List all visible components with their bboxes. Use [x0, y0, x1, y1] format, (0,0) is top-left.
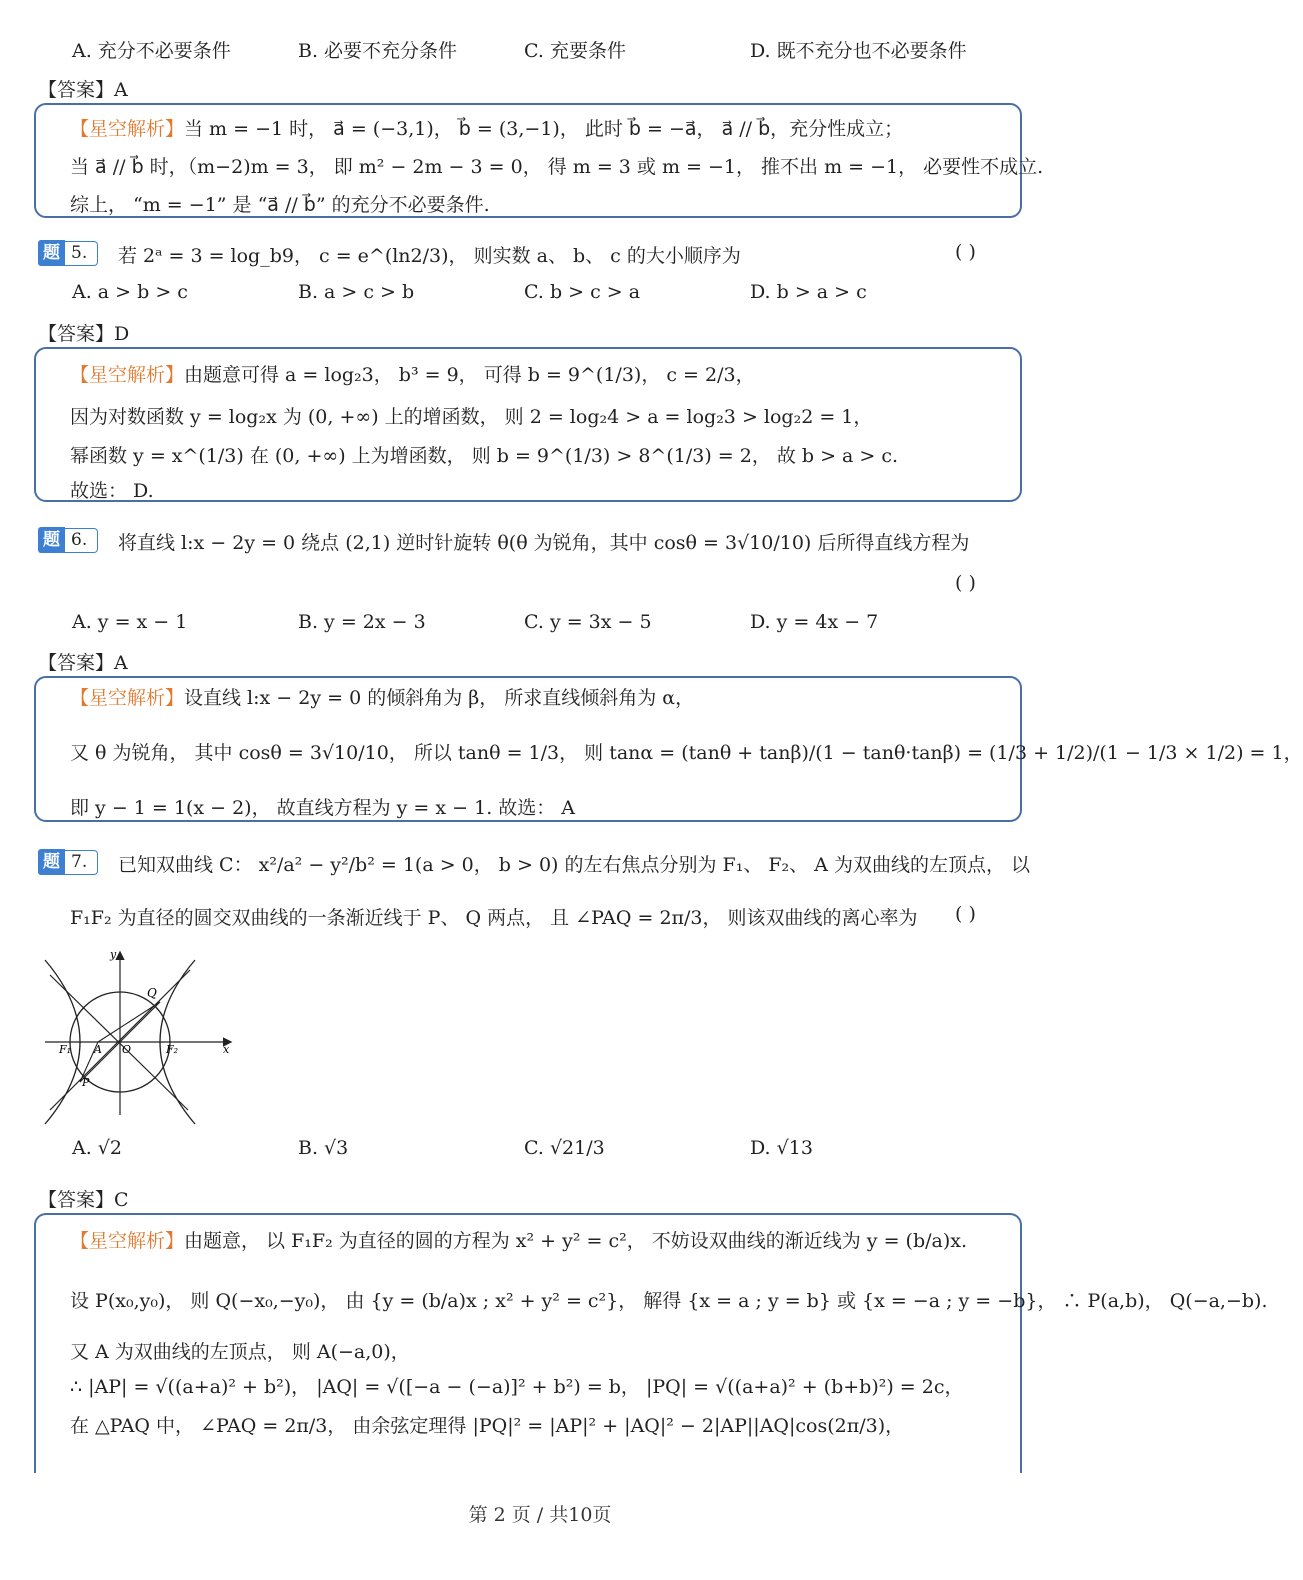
- q7-option-d: D. √13: [750, 1137, 813, 1159]
- q5-answer: 【答案】D: [38, 323, 130, 345]
- label-x: x: [223, 1043, 230, 1056]
- solution-tag: 【星空解析】: [70, 118, 185, 140]
- question-badge-icon: 题: [38, 849, 65, 875]
- label-f2: F₂: [166, 1043, 179, 1056]
- q5-question-text: 若 2ᵃ = 3 = log_b9， c = e^(ln2/3)， 则实数 a、 b、 c 的大小顺序为: [118, 245, 741, 267]
- q5-solution-line-1: [70, 360, 755, 387]
- q5-option-c: C. b > c > a: [524, 281, 641, 303]
- solution-tag: 【星空解析】: [70, 1230, 185, 1252]
- q7-answer: 【答案】C: [38, 1189, 129, 1211]
- label-f1: F₁: [59, 1043, 72, 1056]
- q7-solution-line-1: [70, 1226, 967, 1253]
- q6-solution-text-1: 设直线 l:x − 2y = 0 的倾斜角为 β， 所求直线倾斜角为 α，: [184, 687, 695, 709]
- q6-solution-line-2: 又 θ 为锐角， 其中 cosθ = 3√10/10， 所以 tanθ = 1/3， 则 tanα = (tanθ + tanβ)/(1 − tanθ·tanβ) = (1/3 + 1/2)/(1 − 1/3 × 1/2) = 1，: [70, 742, 1303, 764]
- q4-option-b: B. 必要不充分条件: [298, 40, 458, 62]
- q4-option-d: D. 既不充分也不必要条件: [750, 40, 967, 62]
- label-o: O: [122, 1043, 132, 1056]
- q4-solution-line-2: 当 a⃗ // b⃗ 时，（m−2)m = 3， 即 m² − 2m − 3 = 0， 得 m = 3 或 m = −1， 推不出 m = −1， 必要性不成立.: [70, 156, 1044, 178]
- q6-option-a: A. y = x − 1: [72, 611, 188, 633]
- q5-solution-text-1: 由题意可得 a = log₂3， b³ = 9， 可得 b = 9^(1/3)， c = 2/3，: [184, 364, 755, 386]
- q4-option-a: A. 充分不必要条件: [72, 40, 231, 62]
- solution-tag: 【星空解析】: [70, 364, 185, 386]
- label-y: y: [110, 948, 117, 961]
- question-badge-icon: 题: [38, 527, 65, 553]
- q7-solution-line-2: 设 P(x₀,y₀)， 则 Q(−x₀,−y₀)， 由 {y = (b/a)x ; x² + y² = c²}， 解得 {x = a ; y = b} 或 {x = −a ; y = −b}， ∴ P(a,b)， Q(−a,−b).: [70, 1290, 1268, 1312]
- q6-option-d: D. y = 4x − 7: [750, 611, 879, 633]
- q7-solution-line-4: ∴ |AP| = √((a+a)² + b²)， |AQ| = √([−a − (−a)]² + b²) = b， |PQ| = √((a+a)² + (b+b)²) = 2c，: [70, 1376, 964, 1398]
- question-number: 6.: [65, 528, 98, 553]
- q4-answer: 【答案】A: [38, 79, 128, 101]
- q4-solution-text-1: 当 m = −1 时， a⃗ = (−3,1)， b⃗ = (3,−1)， 此时 b⃗ = −a⃗， a⃗ // b⃗，充分性成立；: [184, 118, 904, 140]
- q7-answer-blank: ( ): [955, 903, 976, 925]
- q7-question-text-2: F₁F₂ 为直径的圆交双曲线的一条渐近线于 P、 Q 两点， 且 ∠PAQ = 2π/3， 则该双曲线的离心率为: [70, 907, 918, 929]
- q5-answer-blank: ( ): [955, 241, 976, 263]
- q5-option-d: D. b > a > c: [750, 281, 867, 303]
- q6-answer: 【答案】A: [38, 652, 128, 674]
- q7-question-text-1: 已知双曲线 C： x²/a² − y²/b² = 1(a > 0， b > 0) 的左右焦点分别为 F₁、 F₂、 A 为双曲线的左顶点， 以: [118, 854, 1031, 876]
- q4-solution-line-1: [70, 114, 903, 141]
- question-number: 7.: [65, 850, 98, 875]
- q7-solution-line-3: 又 A 为双曲线的左顶点， 则 A(−a,0)，: [70, 1341, 410, 1363]
- q7-solution-text-1: 由题意， 以 F₁F₂ 为直径的圆的方程为 x² + y² = c²， 不妨设双曲线的渐近线为 y = (b/a)x.: [184, 1230, 967, 1252]
- q5-badge: [38, 240, 98, 266]
- q6-option-c: C. y = 3x − 5: [524, 611, 652, 633]
- question-badge-icon: 题: [38, 240, 65, 266]
- q6-answer-blank: ( ): [955, 572, 976, 594]
- label-p: P: [82, 1076, 90, 1089]
- segment-aq: [98, 1002, 160, 1042]
- hyperbola-figure: [40, 945, 240, 1120]
- q6-solution-line-1: [70, 683, 694, 710]
- q5-solution-line-3: 幂函数 y = x^(1/3) 在 (0, +∞) 上为增函数， 则 b = 9^(1/3) > 8^(1/3) = 2， 故 b > a > c.: [70, 445, 899, 467]
- q5-solution-line-2: 因为对数函数 y = log₂x 为 (0, +∞) 上的增函数， 则 2 = log₂4 > a = log₂3 > log₂2 = 1，: [70, 406, 873, 428]
- q5-solution-line-4: 故选： D.: [70, 480, 154, 502]
- q5-option-b: B. a > c > b: [298, 281, 415, 303]
- q6-option-b: B. y = 2x − 3: [298, 611, 426, 633]
- q7-option-a: A. √2: [72, 1137, 122, 1159]
- q7-option-c: C. √21/3: [524, 1137, 605, 1159]
- q6-question-text: 将直线 l:x − 2y = 0 绕点 (2,1) 逆时针旋转 θ(θ 为锐角，其中 cosθ = 3√10/10) 后所得直线方程为: [118, 532, 970, 554]
- page-footer: 第 2 页 / 共10页: [468, 1504, 612, 1526]
- q7-option-b: B. √3: [298, 1137, 349, 1159]
- label-a: A: [94, 1043, 102, 1056]
- q6-badge: [38, 527, 98, 553]
- q6-solution-line-3: 即 y − 1 = 1(x − 2)， 故直线方程为 y = x − 1. 故选： A: [70, 797, 576, 819]
- q4-option-c: C. 充要条件: [524, 40, 626, 62]
- label-q: Q: [147, 986, 157, 1000]
- solution-tag: 【星空解析】: [70, 687, 185, 709]
- q4-solution-line-3: 综上， “m = −1” 是 “a⃗ // b⃗” 的充分不必要条件.: [70, 194, 490, 216]
- q5-option-a: A. a > b > c: [72, 281, 188, 303]
- q7-badge: [38, 849, 98, 875]
- question-number: 5.: [65, 241, 98, 266]
- q7-solution-line-5: 在 △PAQ 中， ∠PAQ = 2π/3， 由余弦定理得 |PQ|² = |AP|² + |AQ|² − 2|AP||AQ|cos(2π/3)，: [70, 1415, 905, 1437]
